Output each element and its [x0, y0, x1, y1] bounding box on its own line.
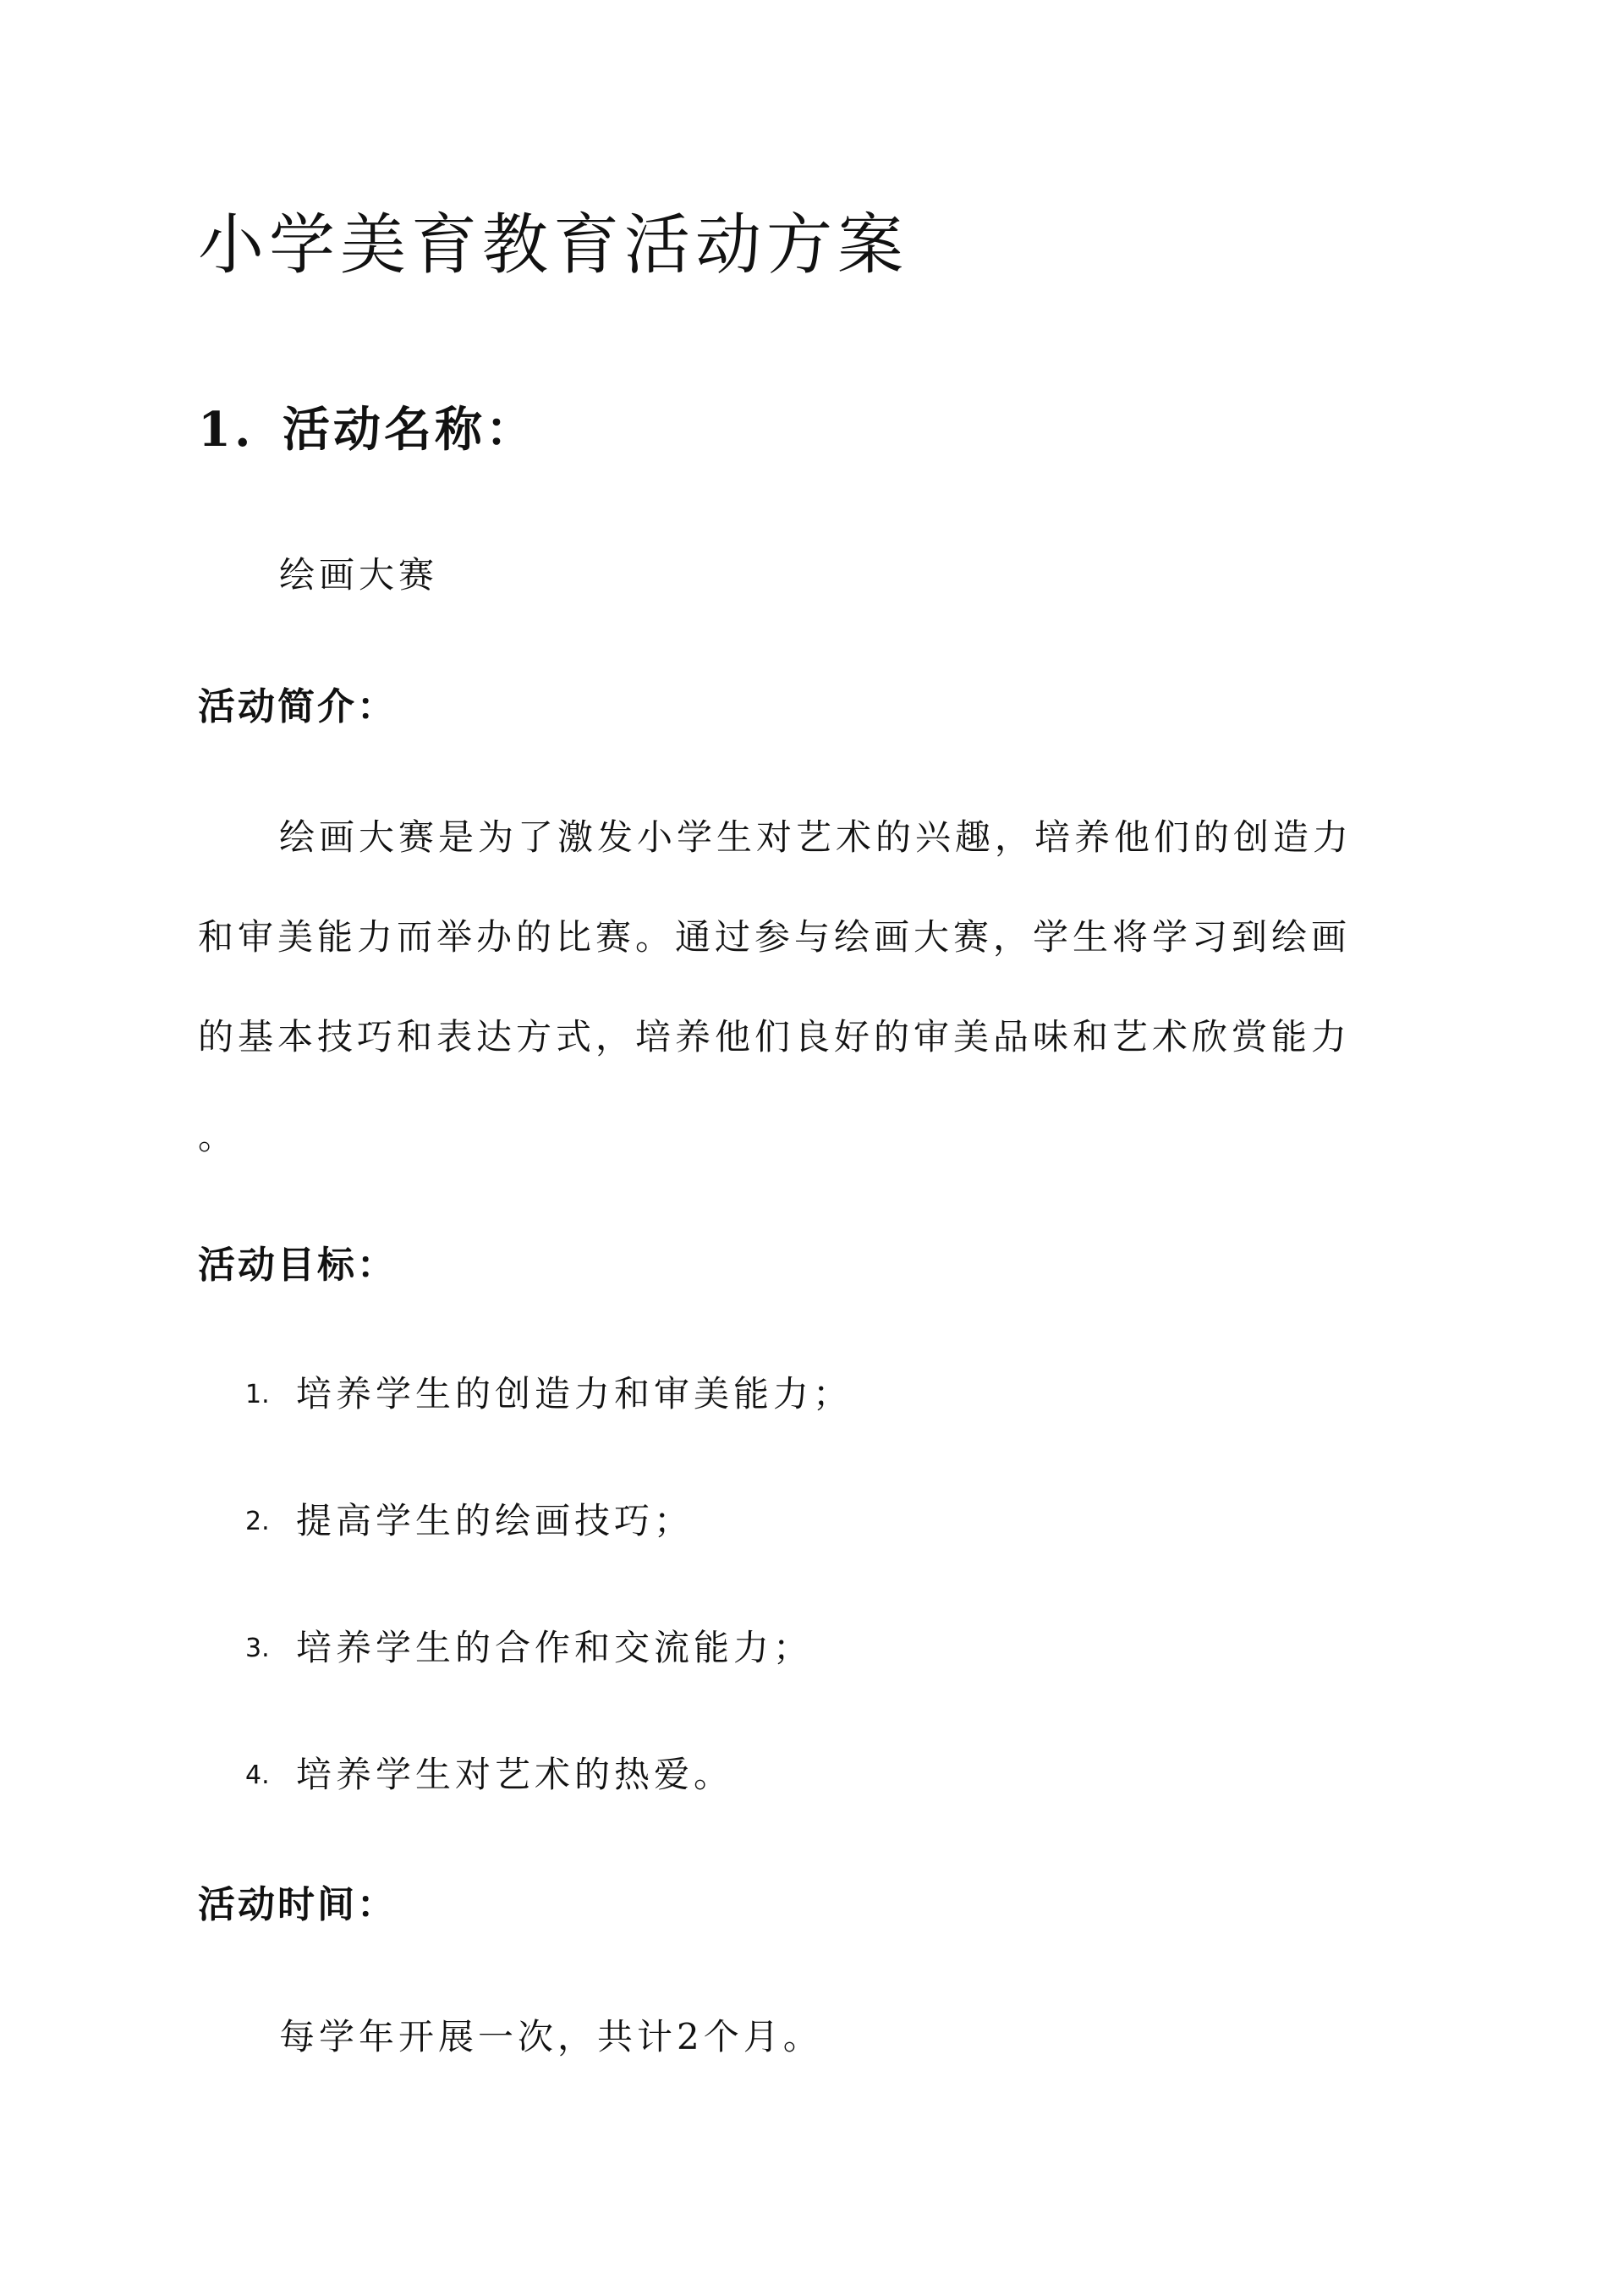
intro-line: 的基本技巧和表达方式，培养他们良好的审美品味和艺术欣赏能力 [198, 1016, 1352, 1057]
document-title: 小学美育教育活动方案 [198, 207, 909, 283]
list-marker: 2. [245, 1507, 270, 1536]
intro-paragraph [198, 812, 1433, 1211]
section-number: 1. [198, 402, 255, 458]
section-heading-text: 活动名称： [283, 402, 536, 458]
list-marker: 3. [245, 1634, 270, 1663]
list-item-text: 培养学生的创造力和审美能力； [296, 1373, 853, 1414]
time-text: 每学年开展一次，共计2个月。 [279, 2016, 823, 2057]
list-item-text: 培养学生对艺术的热爱。 [296, 1754, 734, 1795]
list-marker: 4. [245, 1760, 270, 1790]
list-item [245, 1369, 853, 1420]
list-item-text: 提高学生的绘画技巧； [296, 1500, 694, 1541]
time-heading: 活动时间： [198, 1883, 397, 1926]
intro-line: 。 [198, 1116, 239, 1157]
goals-heading: 活动目标： [198, 1244, 397, 1287]
activity-name-text: 绘画大赛 [279, 554, 439, 596]
section-heading-activity-name [198, 398, 536, 462]
list-item-text: 培养学生的合作和交流能力； [296, 1627, 814, 1668]
list-marker: 1. [245, 1380, 270, 1409]
list-item [245, 1623, 813, 1674]
intro-heading: 活动简介： [198, 685, 397, 728]
intro-line: 绘画大赛是为了激发小学生对艺术的兴趣，培养他们的创造力 [279, 816, 1353, 858]
intro-line: 和审美能力而举办的比赛。通过参与绘画大赛，学生将学习到绘画 [198, 916, 1352, 958]
list-item [245, 1496, 694, 1547]
list-item [245, 1749, 733, 1801]
